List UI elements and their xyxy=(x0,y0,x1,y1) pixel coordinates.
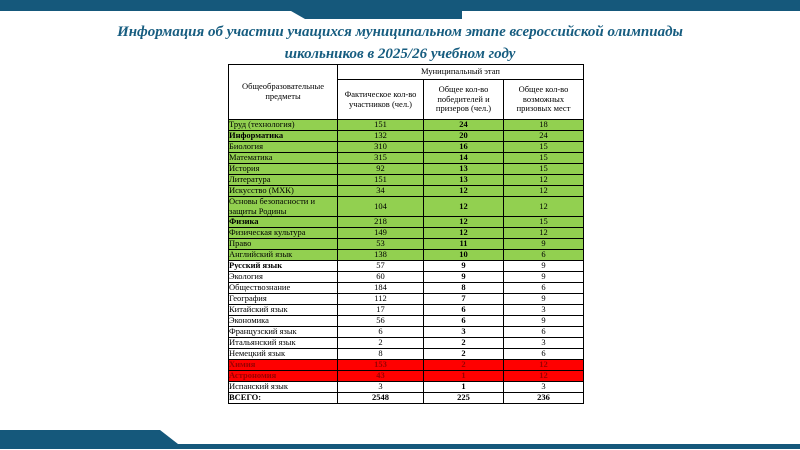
participants-cell: 151 xyxy=(338,120,424,131)
subject-cell: Право xyxy=(229,239,338,250)
table-row xyxy=(229,197,584,217)
places-cell: 9 xyxy=(504,261,584,272)
table-row xyxy=(229,316,584,327)
table-row xyxy=(229,239,584,250)
winners-cell: 7 xyxy=(424,294,504,305)
participants-cell: 6 xyxy=(338,327,424,338)
subject-cell: Немецкий язык xyxy=(229,349,338,360)
table-row xyxy=(229,131,584,142)
participants-cell: 104 xyxy=(338,197,424,217)
subject-cell: ВСЕГО: xyxy=(229,393,338,404)
winners-cell: 8 xyxy=(424,283,504,294)
places-cell: 6 xyxy=(504,327,584,338)
participants-cell: 151 xyxy=(338,175,424,186)
places-cell: 9 xyxy=(504,272,584,283)
table-row xyxy=(229,175,584,186)
places-cell: 15 xyxy=(504,142,584,153)
table-row xyxy=(229,371,584,382)
participants-cell: 315 xyxy=(338,153,424,164)
places-cell: 15 xyxy=(504,217,584,228)
participants-cell: 56 xyxy=(338,316,424,327)
participants-cell: 53 xyxy=(338,239,424,250)
participants-cell: 34 xyxy=(338,186,424,197)
table-row xyxy=(229,261,584,272)
winners-cell: 3 xyxy=(424,327,504,338)
winners-cell: 2 xyxy=(424,349,504,360)
subject-cell: Русский язык xyxy=(229,261,338,272)
participants-cell: 60 xyxy=(338,272,424,283)
places-cell: 12 xyxy=(504,371,584,382)
winners-cell: 2 xyxy=(424,338,504,349)
subject-cell: Английский язык xyxy=(229,250,338,261)
subject-cell: Биология xyxy=(229,142,338,153)
winners-cell: 12 xyxy=(424,217,504,228)
subject-cell: Литература xyxy=(229,175,338,186)
participants-cell: 149 xyxy=(338,228,424,239)
table-row xyxy=(229,186,584,197)
winners-cell: 13 xyxy=(424,175,504,186)
winners-cell: 11 xyxy=(424,239,504,250)
places-cell: 6 xyxy=(504,283,584,294)
table-row xyxy=(229,294,584,305)
places-cell: 9 xyxy=(504,294,584,305)
header-stage: Муниципальный этап xyxy=(338,65,584,80)
places-cell: 24 xyxy=(504,131,584,142)
table-row xyxy=(229,360,584,371)
slide-title: Информация об участии учащихся муниципальном этапе всероссийской олимпиады школьников в 2025/26 учебном году xyxy=(117,24,683,62)
participants-cell: 8 xyxy=(338,349,424,360)
header-winners: Общее кол-во победителей и призеров (чел.) xyxy=(424,80,504,120)
winners-cell: 6 xyxy=(424,305,504,316)
table-row xyxy=(229,120,584,131)
subject-cell: Обществознание xyxy=(229,283,338,294)
places-cell: 18 xyxy=(504,120,584,131)
subject-cell: Информатика xyxy=(229,131,338,142)
participants-cell: 57 xyxy=(338,261,424,272)
table-row xyxy=(229,217,584,228)
header-participants: Фактическое кол-во участников (чел.) xyxy=(338,80,424,120)
winners-cell: 9 xyxy=(424,261,504,272)
participants-cell: 112 xyxy=(338,294,424,305)
places-cell: 9 xyxy=(504,316,584,327)
participants-cell: 3 xyxy=(338,382,424,393)
places-cell: 15 xyxy=(504,164,584,175)
places-cell: 15 xyxy=(504,153,584,164)
subject-cell: Математика xyxy=(229,153,338,164)
places-cell: 9 xyxy=(504,239,584,250)
header-subjects: Общеобразовательные предметы xyxy=(229,65,338,120)
places-cell: 12 xyxy=(504,186,584,197)
subject-cell: История xyxy=(229,164,338,175)
winners-cell: 2 xyxy=(424,360,504,371)
winners-cell: 12 xyxy=(424,186,504,197)
table-row xyxy=(229,164,584,175)
table-row xyxy=(229,327,584,338)
subject-cell: Астрономия xyxy=(229,371,338,382)
winners-cell: 16 xyxy=(424,142,504,153)
table-row xyxy=(229,153,584,164)
top-accent-bar xyxy=(0,0,800,20)
table-row xyxy=(229,283,584,294)
subject-cell: Искусство (МХК) xyxy=(229,186,338,197)
subject-cell: Основы безопасности и защиты Родины xyxy=(229,197,338,217)
winners-cell: 6 xyxy=(424,316,504,327)
subject-cell: Экономика xyxy=(229,316,338,327)
winners-cell: 12 xyxy=(424,197,504,217)
places-cell: 3 xyxy=(504,338,584,349)
table-row xyxy=(229,382,584,393)
bottom-accent-bar xyxy=(0,429,800,450)
participants-cell: 153 xyxy=(338,360,424,371)
total-row xyxy=(229,393,584,404)
subject-cell: Китайский язык xyxy=(229,305,338,316)
winners-cell: 14 xyxy=(424,153,504,164)
participants-cell: 2548 xyxy=(338,393,424,404)
subject-cell: Испанский язык xyxy=(229,382,338,393)
subject-cell: География xyxy=(229,294,338,305)
winners-cell: 9 xyxy=(424,272,504,283)
places-cell: 6 xyxy=(504,349,584,360)
table-row xyxy=(229,228,584,239)
participants-cell: 2 xyxy=(338,338,424,349)
table-row xyxy=(229,142,584,153)
subject-cell: Французский язык xyxy=(229,327,338,338)
subject-cell: Итальянский язык xyxy=(229,338,338,349)
participants-cell: 310 xyxy=(338,142,424,153)
table-row xyxy=(229,272,584,283)
table-row xyxy=(229,338,584,349)
places-cell: 236 xyxy=(504,393,584,404)
participants-cell: 43 xyxy=(338,371,424,382)
winners-cell: 24 xyxy=(424,120,504,131)
table-row xyxy=(229,349,584,360)
winners-cell: 1 xyxy=(424,371,504,382)
winners-cell: 10 xyxy=(424,250,504,261)
table-row xyxy=(229,305,584,316)
places-cell: 12 xyxy=(504,228,584,239)
participants-cell: 218 xyxy=(338,217,424,228)
places-cell: 6 xyxy=(504,250,584,261)
subject-cell: Экология xyxy=(229,272,338,283)
participants-cell: 92 xyxy=(338,164,424,175)
winners-cell: 225 xyxy=(424,393,504,404)
header-places: Общее кол-во возможных призовых мест xyxy=(504,80,584,120)
subject-cell: Труд (технология) xyxy=(229,120,338,131)
places-cell: 12 xyxy=(504,197,584,217)
subject-cell: Физика xyxy=(229,217,338,228)
table-header xyxy=(229,65,584,120)
participants-cell: 17 xyxy=(338,305,424,316)
places-cell: 3 xyxy=(504,382,584,393)
subject-cell: Физическая культура xyxy=(229,228,338,239)
winners-cell: 13 xyxy=(424,164,504,175)
participants-cell: 184 xyxy=(338,283,424,294)
participants-cell: 132 xyxy=(338,131,424,142)
table-row xyxy=(229,250,584,261)
participants-cell: 138 xyxy=(338,250,424,261)
winners-cell: 20 xyxy=(424,131,504,142)
subject-cell: Химия xyxy=(229,360,338,371)
olympiad-table xyxy=(228,64,584,404)
winners-cell: 12 xyxy=(424,228,504,239)
places-cell: 12 xyxy=(504,175,584,186)
winners-cell: 1 xyxy=(424,382,504,393)
places-cell: 12 xyxy=(504,360,584,371)
table-body xyxy=(229,120,584,404)
places-cell: 3 xyxy=(504,305,584,316)
